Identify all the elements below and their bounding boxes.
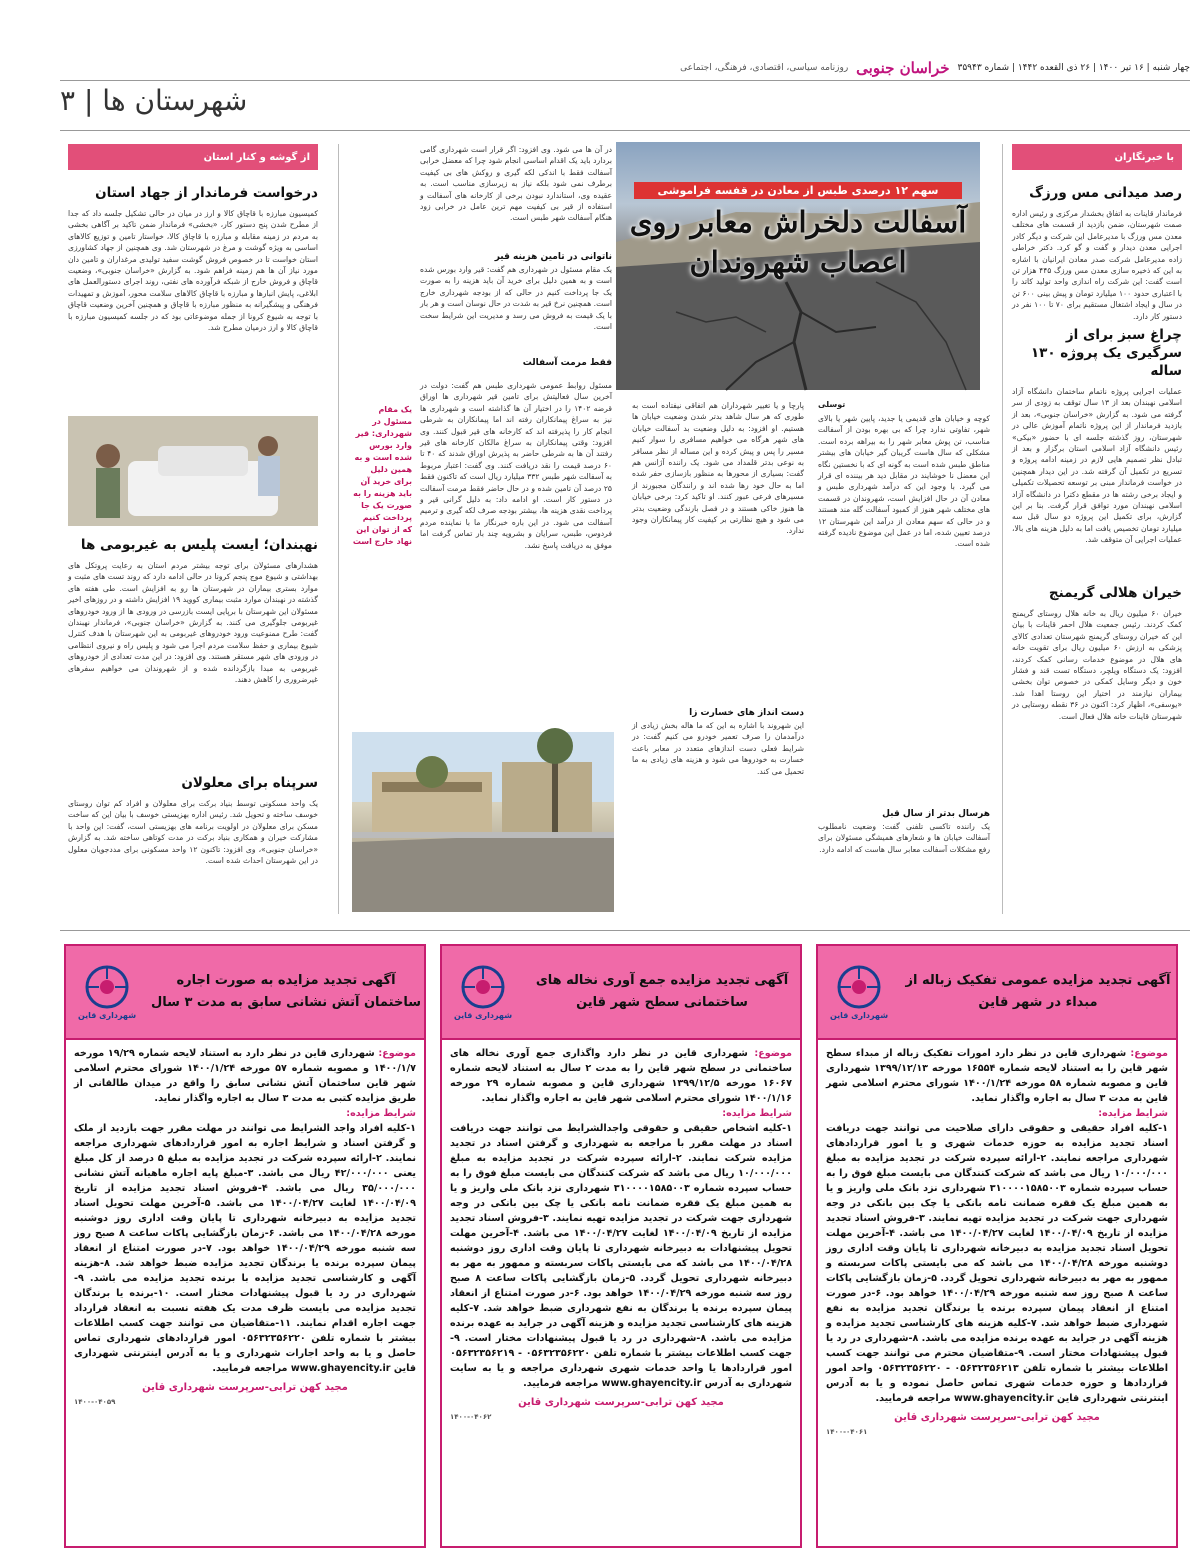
conditions-label: شرایط مزایده: xyxy=(722,1108,792,1119)
municipality-emblem-icon xyxy=(834,965,884,1009)
ad-body xyxy=(442,1040,800,1431)
newspaper-logo: خراسان جنوبی xyxy=(856,59,950,77)
ad-conditions: ۱-کلیه افراد حقیقی و حقوقی دارای صلاحیت می توانند جهت دریافت اسناد تجدید مزایده به حوزه خدمات شهری و یا امور قراردادهای شهرداری مراجعه نمایند. ۲-ارائه سپرده شرکت در تجدید مزایده به مبلغ ۱۰/۰۰۰/۰۰۰ ریال می باشد که شرکت کنندگان می بایست مبلغ فوق را به حساب سپرده شماره ۳۱۰۰۰۰۱۵۸۵۰۰۳ شهرداری نزد بانک ملی واریز و یا به همین مبلغ یک فقره ضمانت نامه بانکی یا چک بین بانکی در وجه شهرداری جهت شرکت در تجدید مزایده تهیه نمایند. ۳-فروش اسناد تجدید مزایده از تاریخ ۱۴۰۰/۰۴/۰۹ لغایت ۱۴۰۰/۰۴/۲۷ می باشد. ۴-آخرین مهلت تحویل اسناد تجدید مزایده به دبیرخانه شهرداری تا پایان وقت اداری روز دوشنبه مورخه ۱۴۰۰/۰۴/۲۸ می باشد که می بایستی پاکات سربسته و ممهور به مهر به دبیرخانه شهرداری تحویل گردد. ۵-زمان بازگشایی پاکات ساعت ۸ صبح روز سه شنبه مورخه ۱۴۰۰/۰۴/۲۹ خواهد بود. ۶-در صورت امتناع از انعقاد پیمان سپرده برنده یا برندگان تجدید مزایده به نفع شهرداری ضبط خواهد شد. ۷-کلیه هزینه های کارشناسی تجدید مزایده و هزینه آگهی در جراید به عهده برنده مزایده می باشد. ۸-شهرداری در رد یا قبول پیشنهادات مختار است. ۹-متقاضیان محترم می توانند جهت کسب اطلاعات بیشتر با شماره تلفن ۰۵۶۳۲۳۵۶۲۱۳ - ۰۵۶۳۲۳۵۶۲۲۰ واحد امور قراردادها و حوزه خدمات شهری تماس حاصل نموده و یا به آدرس اینترنتی شهرداری قاین www.ghayencity.ir مراجعه فرمایید. xyxy=(826,1123,1169,1404)
pull-quote-text: یک مقام مسئول در شهرداری: قیر وارد بورس شده است و به همین دلیل برای خرید آن باید هزینه را به صورت یک جا پرداخت کنیم که از توان این نهاد خارج است xyxy=(352,405,412,546)
page-title: شهرستان ها | ۳ xyxy=(60,84,248,117)
municipality-logo xyxy=(66,965,148,1020)
municipality-emblem-icon xyxy=(458,965,508,1009)
municipality-logo xyxy=(442,965,524,1020)
article-headline: سرپناه برای معلولان xyxy=(181,775,318,791)
article-body: کمیسیون مبارزه با قاچاق کالا و ارز در میان در حالی تشکیل جلسه داد که جدا از مطرح شدن پنج دستور کار، «بخشی» فرماندار ضمن تاکید بر آگاهی بخشی به مردم در زمینه مقابله و مبارزه با قاچاق کالا، خواستار تامین و توزیع کالاهای اساسی به ویژه گوشت و مرغ در شهرستان شد. وی همچنین از جهاد کشاورزی استان خواست تا در خصوص فروش گوشت سفید تولیدی مرغداران و تامین دان مورد نیاز آن ها هم زمینه فراهم شود. به گزارش «خراسان جنوبی»، وضعیت قاچاق و فروش خارج از شبکه فرآورده های نفتی، روند اجرای دستورالعمل های ابلاغی، پایش انبارها و مبارزه با قاچاق کالاهای سلامت محور، آموزش و تمهیدات فرهنگی و پیشگیرانه به منظور مبارزه با قاچاق و همچنین آخرین وضعیت قاچاق با توجه به شیوع کرونا از جمله موضوعاتی بود که در جلسه کمیسیون مبارزه با قاچاق کالا و ارز درمیان مطرح شد. xyxy=(68,209,318,333)
conditions-label: شرایط مزایده: xyxy=(346,1108,416,1119)
left-column xyxy=(68,144,318,914)
article-headline: درخواست فرماندار از جهاد استان xyxy=(95,185,318,201)
section-header-reporters: با خبرنگاران xyxy=(1012,144,1182,170)
story-column-b xyxy=(632,400,804,920)
story-subhead: فقط مرمت آسفالت xyxy=(522,358,612,368)
ad-title: آگهی تجدید مزایده به صورت اجاره ساختمان آتش نشانی سابق به مدت ۳ سال xyxy=(150,973,421,1010)
ad-conditions: ۱-کلیه اشخاص حقیقی و حقوقی واجدالشرایط می توانند جهت دریافت اسناد در مهلت مقرر با مراجعه به شهرداری و گرفتن اسناد در تجدید مزایده شرکت نمایند. ۲-ارائه سپرده شرکت در تجدید مزایده به مبلغ ۱۰/۰۰۰/۰۰۰ ریال می باشد که شرکت کنندگان می بایست مبلغ فوق را به حساب سپرده شماره ۳۱۰۰۰۰۱۵۸۵۰۰۳ شهرداری نزد بانک ملی واریز و یا به همین مبلغ یک فقره ضمانت نامه بانکی یا چک بین بانکی در وجه شهرداری جهت شرکت در تجدید مزایده تهیه نمایند. ۳-فروش اسناد تجدید مزایده از تاریخ ۱۴۰۰/۰۴/۰۹ لغایت ۱۴۰۰/۰۴/۲۷ می باشد. ۴-آخرین مهلت تحویل پیشنهادات به دبیرخانه شهرداری تا پایان وقت اداری روز دوشنبه ۱۴۰۰/۰۴/۲۸ می باشد که می بایستی پاکات سربسته و ممهور به مهر به دبیرخانه شهرداری تحویل گردد. ۵-زمان بازگشایی پاکات ساعت ۸ صبح روز سه شنبه مورخه ۱۴۰۰/۰۴/۲۹ خواهد بود. ۶-در صورت امتناع از انعقاد پیمان سپرده برنده یا برندگان به نفع شهرداری ضبط خواهد شد. ۷-کلیه هزینه های کارشناسی تجدید مزایده و هزینه آگهی در جراید به عهده برنده مزایده می باشد. ۸-شهرداری در رد یا قبول پیشنهادات مختار است. ۹-جهت کسب اطلاعات بیشتر با شماره تلفن ۰۵۶۳۲۳۵۶۲۲۰ - ۰۵۶۳۲۳۵۶۲۱۹ امور قراردادها یا واحد خدمات شهری شهرداری مراجعه و یا به سایت شهرداری به آدرس www.ghayencity.ir مراجعه فرمایید. xyxy=(450,1123,792,1389)
municipality-emblem-icon xyxy=(82,965,132,1009)
story-subhead: دست انداز های خسارت زا xyxy=(689,708,804,718)
checkpoint-photo-illustration xyxy=(68,416,318,526)
story-subhead: ناتوانی در تامین هزینه قیر xyxy=(494,252,612,262)
tender-ad-fire-station-rent xyxy=(64,944,426,1548)
ad-code: ۱۴۰۰-۰۴۰۶۱ xyxy=(826,1428,868,1436)
subject-label: موضوع: xyxy=(378,1048,416,1059)
story-kicker: سهم ۱۲ درصدی طبس از معادن در قفسه فراموشی xyxy=(634,182,962,199)
masthead xyxy=(410,58,1190,78)
ad-subject: شهرداری قاین در نظر دارد واگذاری جمع آوری نخاله های ساختمانی در سطح شهر قاین را به مدت ۲ سال به استناد لایحه شماره ۱۶۰۶۷ مورخه ۱۳۹۹/۱۲/۵ شهرداری قاین و مصوبه شماره ۲۹ مورخه ۱۴۰۰/۱/۱۶ شورای محترم اسلامی شهر قاین به اجاره واگذار نماید. xyxy=(450,1048,793,1104)
story-column-c xyxy=(420,144,612,390)
ad-subject: شهرداری قاین در نظر دارد امورات تفکیک زباله از مبداء سطح شهر قاین را به استناد لایحه شماره ۱۶۵۵۴ مورخه ۱۳۹۹/۱۲/۱۳ شهرداری قاین و مصوبه شماره ۵۸ مورخه ۱۴۰۰/۱/۲۴ شورای محترم اسلامی شهر قاین به مدت ۳ سال به اجاره واگذار نماید. xyxy=(826,1048,1168,1104)
story-column-c2 xyxy=(420,380,612,740)
article-body: این شهروند با اشاره به این که ما هاله بخش زیادی از درآمدمان را صرف تعمیر خودرو می کنیم گفت: در شرایط فعلی دست اندازهای متعدد در معابر باعث خسارت به خودروها می شود و هزینه های زیادی به ما تحمیل می کند. xyxy=(632,721,804,776)
right-column xyxy=(1012,144,1183,721)
logo-label: شهرداری قاین xyxy=(829,1010,889,1020)
article-headline: نهبندان؛ ایست پلیس به غیربومی ها xyxy=(80,537,318,553)
tender-ad-debris-collection xyxy=(440,944,802,1548)
article-body: خیران ۶۰ میلیون ریال به خانه هلال روستای گریمنج کمک کردند. رئیس جمعیت هلال احمر قاینات با بیان این که خیران روستای گریمنج شهرستان تعدادی کالای پزشکی به ارزش ۶۰ میلیون ریال برای تقویت خانه های هلال در موضوع خدمات رسانی کمک کردند، افزود: یک دستگاه ویلچر، دستگاه تست قند و فشار خون و دیگر وسایل کمکی در خصوص توان بخشی بیماران نیازمند در اختیار این روستا اهدا شد. «یوسفی»، اظهار کرد: اکنون در ۳۶ نقطه روستایی در شهرستان قاینات خانه هلال فعال است. xyxy=(1012,609,1183,721)
story-headline-line2: اعصاب شهروندان xyxy=(689,245,907,279)
byline: توسلی xyxy=(818,400,846,409)
ad-code: ۱۴۰۰-۰۴۰۶۲ xyxy=(450,1413,492,1421)
logo-label: شهرداری قاین xyxy=(77,1010,137,1020)
article-body: هشدارهای مسئولان برای توجه بیشتر مردم استان به رعایت پروتکل های بهداشتی و شیوع موج پنجم کرونا در حالی ادامه دارد که روند تست های مثبت و موارد بستری بیماران در شهرستان ها رو به افزایش است. طی هفته های گذشته در نهبندان موارد مثبت بیماری کووید ۱۹ افزایش داشته و در روزهای اخیر مسئولان این شهرستان با برپایی ایست بازرسی در ورودی ها از ورود خودروهای غیربومی جلوگیری می کنند. به گزارش «خراسان جنوبی»، فرماندار نهبندان گفت: طرح ممنوعیت ورود خودروهای غیربومی به این شهرستان با هدف کنترل شیوع بیماری و حفظ سلامت مردم اجرا می شود و پلیس راه و نیروی انتظامی در ورودی های شهر مستقر هستند. وی افزود: در این مدت تعدادی از خودروهای غیربومی به مبدا بازگردانده شده و از شهروندان می خواهیم سفرهای غیرضروری را کاهش دهند. xyxy=(68,561,318,685)
ad-header xyxy=(66,946,424,1040)
article-body: کوچه و خیابان های قدیمی یا جدید، پایین شهر یا بالای شهر، تفاوتی ندارد چرا که بی بهره بودن از آسفالت مناسب، تن پوش معابر شهر را به بیراهه برده است. مشکلی که سال هاست گریبان گیر خیابان های بیشتر مناطق طبس شده است به گونه ای که با نخستین نگاه این معضل نا خوشایند در مقابل دید هر بیننده ای قرار می گیرد. با وجود این که درآمد شهرداری طبس و معادن آن در حال افزایش است، شهروندان در قسمت های مختلف شهر هنوز از کمبود آسفالت گله مند هستند و در حالی که سهم معادن از درآمد این شهرستان ۱۲ درصد تعیین شده، اما در عمل این موضوع نادیده گرفته شده است. xyxy=(818,414,990,549)
street-photo xyxy=(352,732,614,912)
article-body: فرماندار قاینات به اتفاق بخشدار مرکزی و رئیس اداره صمت شهرستان، ضمن بازدید از قسمت های مختلف معدن مس ورزگ با مدیرعامل این شرکت و دیگر کادر اجرایی معدن دیدار و گفت و گو کرد. دکتر خراطی زاده مدیرعامل شرکت صدر معادن ایرانیان با اشاره به این که ذخیره سازی معدن مس ورزگ ۴۴۵ هزار تن است گفت: این شرکت راه اندازی واحد تولید کاتد را با اعتباری حدود ۱۰۰ میلیارد تومان و پیش بینی ۶۰۰ تن در سال و ایجاد اشتغال مستقیم برای ۷۰ تا ۱۰۰ نفر در دستور کار دارد. xyxy=(1012,209,1183,321)
article-body: یک مقام مسئول در شهرداری هم گفت: قیر وارد بورس شده است و به همین دلیل برای خرید آن باید هزینه را به صورت یک جا پرداخت کنیم در حالی که از بودجه شهرداری خارج است. همچنین نرخ قیر به شدت در حال نوسان است و هر بار با یک قیمت به فروش می رسد و مدیریت این شرایط سخت است. xyxy=(420,265,612,332)
municipality-logo xyxy=(818,965,900,1020)
story-headline-line1: آسفالت دلخراش معابر روی xyxy=(629,205,967,239)
masthead-date: چهار شنبه | ۱۶ تیر ۱۴۰۰ | ۲۶ ذی القعده ۱۴۴۲ | شماره ۳۵۹۴۳ xyxy=(957,63,1190,73)
story-column-a xyxy=(818,400,990,854)
subject-label: موضوع: xyxy=(1130,1048,1168,1059)
conditions-label: شرایط مزایده: xyxy=(1098,1108,1168,1119)
street-photo-illustration xyxy=(352,732,614,912)
ad-signature: مجید کهن ترابی-سرپرست شهرداری قاین xyxy=(894,1412,1100,1423)
main-story-photo xyxy=(616,142,980,390)
column-divider xyxy=(1002,144,1003,914)
subject-label: موضوع: xyxy=(754,1048,792,1059)
section-header-province: از گوشه و کنار استان xyxy=(68,144,318,170)
article-body: پارچا و یا تغییر شهرداران هم اتفاقی نیفتاده است به طوری که هر سال شاهد بدتر شدن وضعیت خیابان ها هستیم. او افزود: به دلیل وضعیت بد آسفالت خیابان های شهر هرگاه می خواهیم مسافری را سوار کنیم مسیر را پس و پیش کرده و این مساله از نظر مسافر به نوعی بدتر قلمداد می شود. یک راننده آژانس هم گفت: بسیاری از محورها به منظور بازسازی حفر شده اما به حال خود رها شده اند و رانندگان مجبورند از مسیرهای فرعی عبور کنند. او تاکید کرد: برخی خیابان ها هنوز خاکی هستند و در فصل بارندگی وضعیت بدتر می شود و هیچ نظارتی بر کیفیت کار پیمانکاران وجود ندارد. xyxy=(632,401,804,536)
title-rule xyxy=(60,130,1190,131)
ad-title: آگهی تجدید مزایده جمع آوری نخاله های ساختمانی سطح شهر قاین xyxy=(535,973,789,1010)
article-headline: چراغ سبز برای از سرگیری یک پروژه ۱۳۰ ساله xyxy=(1030,327,1182,379)
ad-subject: شهرداری قاین در نظر دارد به استناد لایحه شماره ۱۹/۲۹ مورخه ۱۴۰۰/۱/۷ و مصوبه شماره ۵۷ مورخه ۱۴۰۰/۱/۲۴ شورای محترم اسلامی شهر قاین ساختمان آتش نشانی سابق را واقع در میدان طالقانی از طریق مزایده کتبی به مدت ۳ سال به اجاره واگذار نماید. xyxy=(74,1048,416,1104)
article-body: مسئول روابط عمومی شهرداری طبس هم گفت: دولت در آخرین سال فعالیتش برای تامین قیر شهرداری ها اوراق قرضه ۱۴۰۲ را در اختیار آن ها گذاشته است و شهرداری ها نیز به سراغ پیمانکاران رفته اند اما پیمانکاران به شرطی انجام کار را پذیرفته اند که کارخانه های قیر قبول کنند. وی افزود: وقتی پیمانکاران به سراغ مالکان کارخانه های قیر رفتند آن ها به شرطی حاضر به پذیرش اوراق شدند که ۴۰ تا ۶۰ درصد قیمت را نقد دریافت کنند. وی گفت: اعتبار مربوط به آسفالت شهر طبس ۳۳۲ میلیارد ریال است که تاکنون فقط ۲۵ درصد آن تامین شده و در حال حاضر فقط مرمت آسفالت در دستور کار است. او ادامه داد: به دلیل گرانی قیر و پرداخت نقدی هزینه ها، بیشتر بودجه صرف لکه گیری و ترمیم آسفالت می شود. در این باره خبرنگار ما با نماینده مردم فردوس، طبس، سرایان و بشرویه چند بار تماس گرفت اما موفق به دریافت پاسخ نشد. xyxy=(420,381,613,550)
article-body: در آن ها می شود. وی افزود: اگر قرار است شهرداری گامی بردارد باید یک اقدام اساسی انجام شود چرا که معضل خرابی آسفالت فقط با اندکی لکه گیری و روکش های بی کیفیت برطرف نمی شود بلکه نیاز به زیرسازی مناسب است. به عقیده وی، استاندارد نبودن برخی از کارخانه های آسفالت و استفاده از قیر بی کیفیت مهم ترین عامل در خرابی زود هنگام آسفالت شهر طبس است. xyxy=(420,145,612,223)
pull-quote xyxy=(352,404,412,544)
masthead-rule xyxy=(60,80,1190,81)
ads-rule xyxy=(60,930,1190,931)
article-body: یک راننده تاکسی تلفنی گفت: وضعیت نامطلوب آسفالت خیابان ها و شعارهای همیشگی مسئولان برای رفع مشکلات آسفالت معابر سال هاست که ادامه دارد. xyxy=(818,822,990,854)
ad-header xyxy=(818,946,1176,1040)
article-body: عملیات اجرایی پروژه ناتمام ساختمان دانشگاه آزاد اسلامی نهبندان بعد از ۱۳ سال توقف به زودی از سر گرفته می شود. به گزارش «خراسان جنوبی»، بعد از بازدید فرماندار از این پروژه ناتمام آموزش عالی در شهرستان، روز گذشته جلسه ای با حضور «بیکی» رئیس دانشگاه آزاد اسلامی استان برگزار و بعد از تبادل نظر تصمیم هایی لازم در زمینه ادامه پروژه و تسریع در تکمیل آن گرفته شد. در این دیدار همچنین در خواست فرماندار مبنی بر توسعه تحصیلات تکمیلی و ایجاد برخی رشته ها در مقطع دکترا در دانشگاه آزاد اسلامی نهبندان مورد توافق قرار گرفت. بنا بر این گزارش، برای تکمیل این پروژه دو سال قبل سه میلیارد تومان تخصیص یافت اما به دلیل هزینه های بالا، عملیات اجرایی آن متوقف شد. xyxy=(1012,387,1182,545)
column-divider xyxy=(338,144,339,914)
ad-signature: مجید کهن ترابی-سرپرست شهرداری قاین xyxy=(142,1382,348,1393)
ad-body xyxy=(66,1040,424,1416)
ad-body xyxy=(818,1040,1176,1446)
ad-signature: مجید کهن ترابی-سرپرست شهرداری قاین xyxy=(518,1397,724,1408)
ad-code: ۱۴۰۰-۰۴۰۵۹ xyxy=(74,1398,116,1406)
ad-title: آگهی تجدید مزایده عمومی تفکیک زباله از مبداء در شهر قاین xyxy=(905,973,1171,1010)
police-checkpoint-photo xyxy=(68,416,318,526)
ad-conditions: ۱-کلیه افراد واجد الشرایط می توانند در مهلت مقرر جهت بازدید از ملک و گرفتن اسناد و شرایط اجاره به امور قراردادهای شهرداری مراجعه نمایند. ۲-ارائه سپرده شرکت در تجدید مزایده به مبلغ ۵ درصد از کل مبلغ یعنی ۴۲/۰۰۰/۰۰۰ ریال می باشد. ۳-مبلغ پایه اجاره ماهیانه آتش نشانی ۳۵/۰۰۰/۰۰۰ ریال می باشد. ۴-فروش اسناد تجدید مزایده از تاریخ ۱۴۰۰/۰۴/۰۹ لغایت ۱۴۰۰/۰۴/۲۷ می باشد. ۵-آخرین مهلت تحویل اسناد تجدید مزایده به دبیرخانه شهرداری تا پایان وقت اداری روز دوشنبه مورخه ۱۴۰۰/۰۴/۲۸ می باشد. ۶-زمان بازگشایی پاکات ساعت ۸ صبح روز سه شنبه مورخه ۱۴۰۰/۰۴/۲۹ خواهد بود. ۷-در صورت امتناع از انعقاد پیمان سپرده برنده یا برندگان تجدید مزایده ضبط خواهد شد. ۸-هزینه آگهی و کارشناسی تجدید مزایده با برنده تجدید مزایده می باشد. ۹-شهرداری در رد یا قبول پیشنهادات مختار است. ۱۰-برنده یا برندگان تجدید مزایده می بایست ظرف مدت یک هفته نسبت به انعقاد قرارداد جهت اجاره اقدام نمایند. ۱۱-متقاضیان می توانند جهت کسب اطلاعات بیشتر با شماره تلفن ۰۵۶۳۲۳۵۶۲۲۰ امور قراردادهای شهرداری تماس حاصل و یا به واحد اجارات شهرداری و یا به آدرس اینترنتی شهرداری قاین www.ghayencity.ir مراجعه فرمایید. xyxy=(74,1123,417,1374)
masthead-subtitle: روزنامه سیاسی، اقتصادی، فرهنگی، اجتماعی xyxy=(680,63,849,73)
ad-header xyxy=(442,946,800,1040)
article-headline: رصد میدانی مس ورزگ xyxy=(1029,185,1182,201)
article-body: یک واحد مسکونی توسط بنیاد برکت برای معلولان و افراد کم توان روستای خوسف ساخته و تحویل شد. رئیس اداره بهزیستی خوسف با بیان این که ساخت مسکن برای معلولان در اولویت برنامه های بهزیستی است، گفت: این واحد با مشارکت خیران و همکاری بنیاد برکت در مدت کوتاهی ساخته شد. به گزارش «خراسان جنوبی»، وی افزود: تاکنون ۱۲ واحد مسکونی برای مددجویان معلول در این شهرستان احداث شده است. xyxy=(68,799,318,866)
article-headline: خیران هلالی گریمنج xyxy=(1048,585,1182,601)
tender-ad-waste-separation xyxy=(816,944,1178,1548)
logo-label: شهرداری قاین xyxy=(453,1010,513,1020)
story-subhead: هرسال بدتر از سال قبل xyxy=(882,809,990,819)
